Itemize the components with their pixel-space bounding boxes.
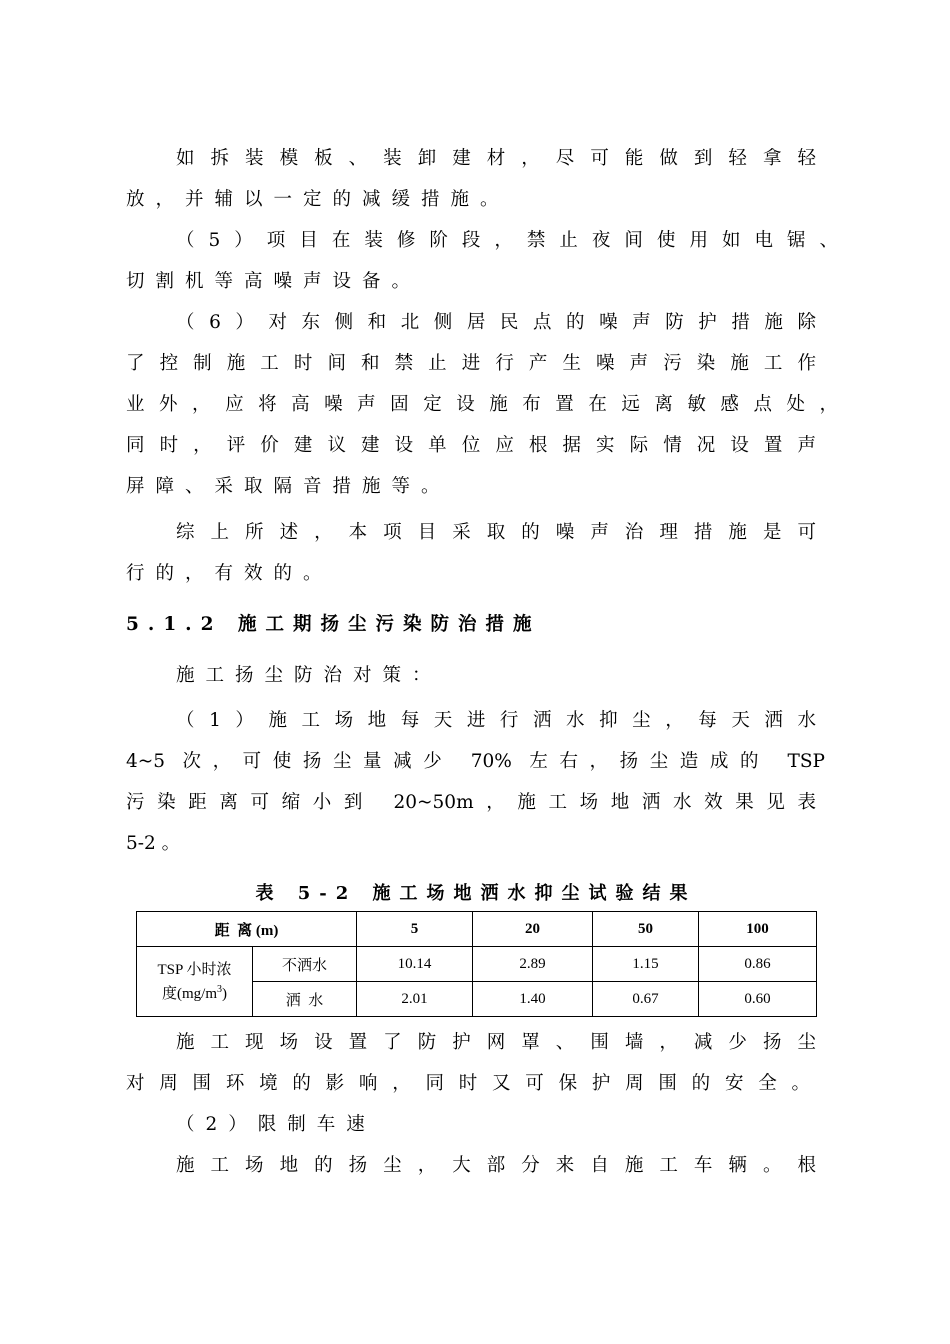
table-cell: 1.15 xyxy=(593,947,699,982)
line-5: （6）对东侧和北侧居民点的噪声防护措施除 xyxy=(176,312,816,333)
line-7: 业外，应将高噪声固定设施布置在远离敏感点处， xyxy=(126,394,838,415)
table-cell: 0.86 xyxy=(699,947,817,982)
line-19: （2）限制车速 xyxy=(176,1114,376,1135)
line-1: 如拆装模板、装卸建材，尽可能做到轻拿轻 xyxy=(176,148,816,169)
line-18: 对周围环境的影响，同时又可保护周围的安全。 xyxy=(126,1073,810,1094)
header-distance-100: 100 xyxy=(699,912,817,947)
tsp-label-sup: 3 xyxy=(217,983,222,995)
line-6: 了控制施工时间和禁止进行产生噪声污染施工作 xyxy=(126,353,816,374)
tsp-group-label xyxy=(137,947,253,1017)
table-cell: 0.60 xyxy=(699,982,817,1017)
line-9: 屏障、采取隔音措施等。 xyxy=(126,476,451,497)
section-heading: 5.1.2 施工期扬尘污染防治措施 xyxy=(126,614,541,635)
line-11: 行的，有效的。 xyxy=(126,563,333,584)
table-cell: 10.14 xyxy=(357,947,473,982)
table-cell: 2.01 xyxy=(357,982,473,1017)
header-distance-20: 20 xyxy=(473,912,593,947)
header-distance-5: 5 xyxy=(357,912,473,947)
table-header-row xyxy=(137,912,817,947)
table-cell: 0.67 xyxy=(593,982,699,1017)
line-3: （5）项目在装修阶段，禁止夜间使用如电锯、 xyxy=(176,230,838,251)
header-distance-50: 50 xyxy=(593,912,699,947)
line-20: 施工场地的扬尘，大部分来自施工车辆。根 xyxy=(176,1155,816,1176)
header-distance-label: 距 离 (m) xyxy=(137,912,357,947)
table-cell: 1.40 xyxy=(473,982,593,1017)
line-15: 污染距离可缩小到 20~50m，施工场地洒水效果见表 xyxy=(126,792,816,813)
row-label-water: 洒 水 xyxy=(253,982,357,1017)
line-13: （1）施工场地每天进行洒水抑尘，每天洒水 xyxy=(176,710,816,731)
watering-results-table xyxy=(136,911,817,1017)
line-14: 4~5 次，可使扬尘量减少 70% 左右，扬尘造成的 TSP xyxy=(126,751,825,772)
tsp-label-tail: ) xyxy=(222,985,227,1002)
row-label-no-water: 不洒水 xyxy=(253,947,357,982)
line-12: 施工扬尘防治对策： xyxy=(176,665,442,686)
table-caption: 表 5-2 施工场地洒水抑尘试验结果 xyxy=(255,883,697,904)
line-10: 综上所述，本项目采取的噪声治理措施是可 xyxy=(176,522,816,543)
line-16: 5-2 。 xyxy=(126,833,181,854)
line-2: 放，并辅以一定的减缓措施。 xyxy=(126,189,510,210)
line-8: 同时，评价建议建设单位应根据实际情况设置声 xyxy=(126,435,816,456)
tsp-label-line1: TSP 小时浓 xyxy=(157,961,232,978)
table-cell: 2.89 xyxy=(473,947,593,982)
table-row xyxy=(137,947,817,982)
line-17: 施工现场设置了防护网罩、围墙，减少扬尘 xyxy=(176,1032,816,1053)
tsp-label-line2: 度(mg/m xyxy=(162,985,217,1002)
line-4: 切割机等高噪声设备。 xyxy=(126,271,422,292)
